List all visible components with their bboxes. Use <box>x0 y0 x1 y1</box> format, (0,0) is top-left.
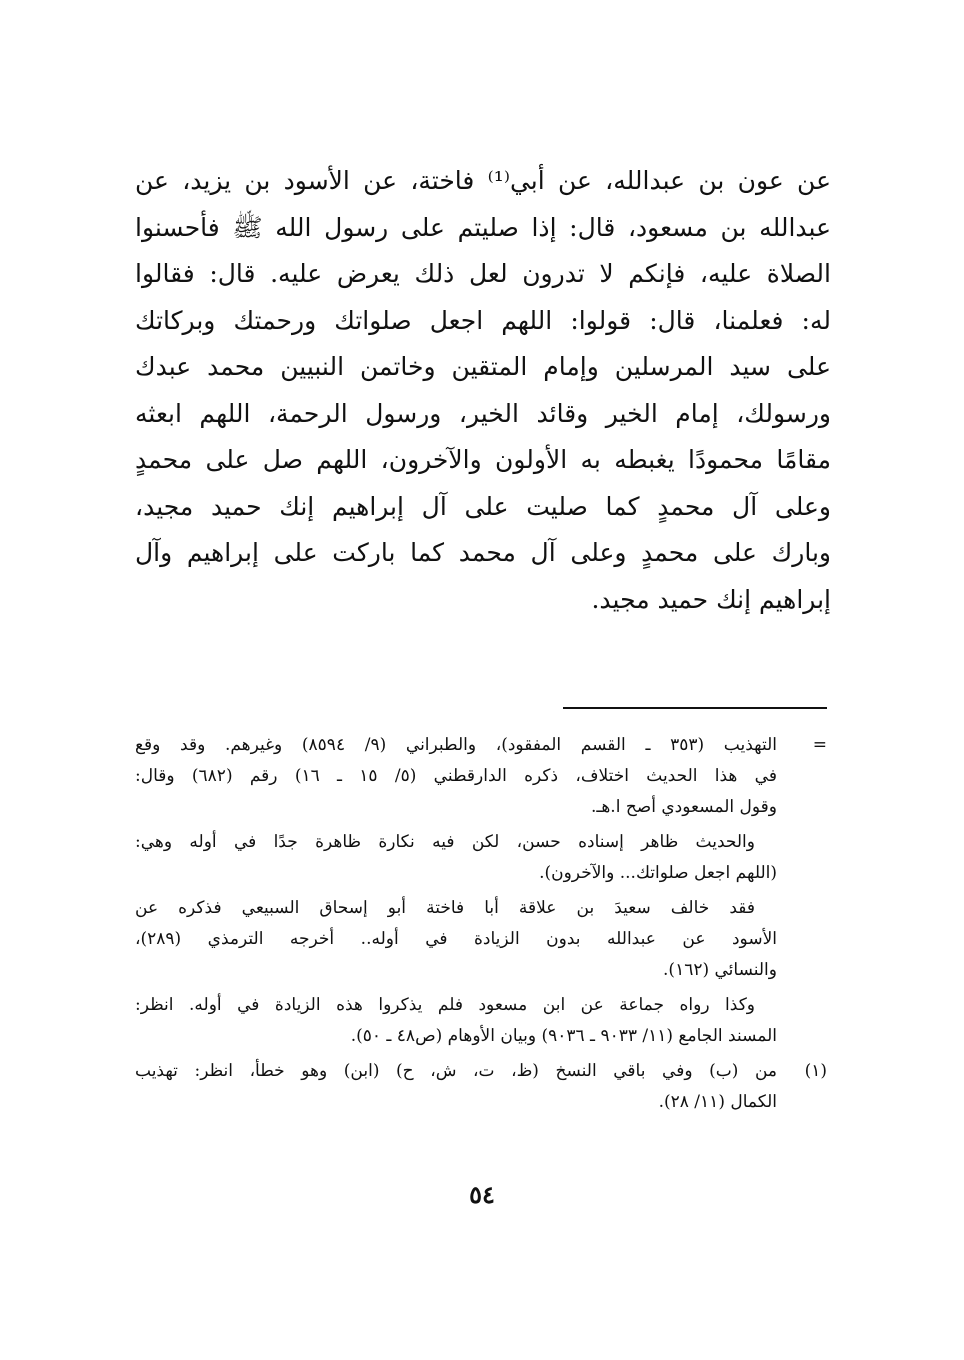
page-number: ٥٤ <box>469 1180 495 1209</box>
main-text-line: وعلى آل محمدٍ كما صليت على آل إبراهيم إنك حميد مجيد، <box>135 491 831 521</box>
continuation-marker: = <box>812 735 827 755</box>
main-text-line: عبدالله بن مسعود، قال: إذا صليتم على رسول الله ﷺ فأحسنوا <box>135 212 831 242</box>
main-text-line: على سيد المرسلين وإمام المتقين وخاتمن النبيين محمد عبدك <box>135 352 831 381</box>
main-text-line: وبارك على محمدٍ وعلى آل محمد كما باركت على إبراهيم وآل <box>135 538 831 567</box>
main-text-line: إبراهيم إنك حميد مجيد. <box>591 584 831 614</box>
footnote-line: فقد خالف سعيدَ بن علاقة أبا فاختة أبو إسحاق السبيعي فذكره عن <box>135 898 755 918</box>
footnotes <box>135 730 827 1122</box>
footnote-paragraph <box>135 827 827 889</box>
footnote-line: وقول المسعودي أصح ا.هـ. <box>590 797 777 817</box>
main-text-line: الصلاة عليه، فإنكم لا تدرون لعل ذلك يعرض عليه. قال: فقالوا <box>135 259 831 288</box>
footnote-line: من (ب) وفي باقي النسخ (ظ، ت، ش، ح) (ابن) وهو خطأ، انظر: تهذيب <box>135 1061 777 1081</box>
footnote-continuation <box>135 730 827 823</box>
footnote-separator <box>563 707 827 709</box>
footnote-paragraph <box>135 990 827 1052</box>
main-text-line: له: فعلمنا، قال: قولوا: اللهم اجعل صلواتك ورحمتك وبركاتك <box>135 305 831 335</box>
footnote-line: والحديث ظاهر إسناده حسن، لكن فيه نكارة ظاهرة جدًا في أوله وهي: <box>135 832 755 852</box>
footnote-number: (١) <box>804 1061 827 1081</box>
footnote-1 <box>135 1056 827 1118</box>
footnote-line: والنسائي (١٦٢). <box>663 960 777 980</box>
main-text-line: ورسولك، إمام الخير وقائد الخير، ورسول الرحمة، اللهم ابعثه <box>135 398 831 428</box>
footnote-paragraph <box>135 893 827 986</box>
footnote-line: (اللهم اجعل صلواتك... والآخرون). <box>539 863 777 883</box>
footnote-line: وكذا رواه جماعة عن ابن مسعود فلم يذكروا هذه الزيادة في أوله. انظر: <box>135 995 755 1015</box>
footnote-line: الأسود عن عبدالله بدون الزيادة في أوله.. أخرجه الترمذي (٢٨٩)، <box>135 929 777 949</box>
footnote-line: الكمال (١١/ ٢٨). <box>658 1092 777 1112</box>
footnote-line: التهذيب (٣٥٣ ـ القسم المفقود)، والطبراني (٩/ ٨٥٩٤) وغيرهم. وقد وقع <box>135 735 777 755</box>
footnote-line: في هذا الحديث اختلاف، ذكره الدارقطني (٥/ ١٥ ـ ١٦) رقم (٦٨٢) وقال: <box>135 766 777 786</box>
main-text <box>135 158 831 623</box>
footnote-line: المسند الجامع (١١/ ٩٠٣٣ ـ ٩٠٣٦) وبيان الأوهام (ص٤٨ ـ ٥٠). <box>350 1026 777 1046</box>
main-text-line: عن عون بن عبدالله، عن أبي⁽¹⁾ فاختة، عن الأسود بن يزيد، عن <box>135 166 831 195</box>
main-text-line: مقامًا محمودًا يغبطه به الأولون والآخرون، اللهم صل على محمدٍ <box>135 445 831 474</box>
